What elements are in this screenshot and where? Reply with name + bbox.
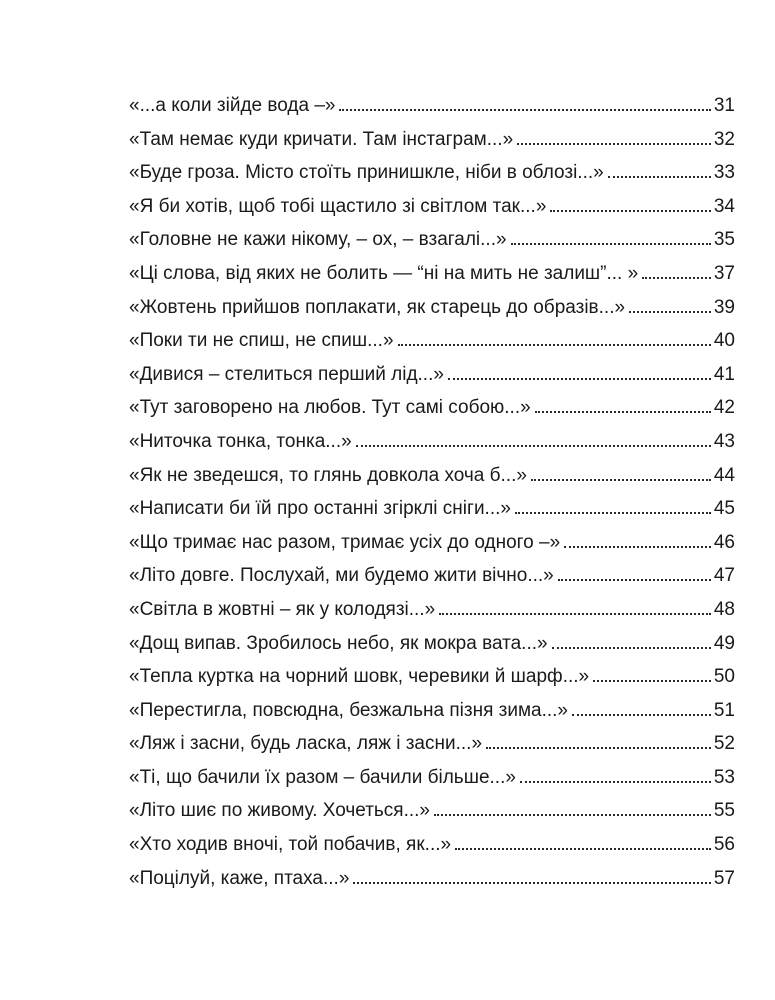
toc-entry-title: «Поцілуй, каже, птаха...»	[129, 867, 350, 889]
dot-leader	[531, 479, 711, 481]
toc-entry-page: 45	[713, 498, 735, 520]
toc-entry-page: 47	[713, 565, 735, 587]
dot-leader	[629, 311, 711, 313]
toc-entry	[129, 761, 735, 795]
dot-leader	[515, 512, 711, 514]
toc-entry	[129, 593, 735, 627]
dot-leader	[439, 613, 711, 615]
toc-entry	[129, 459, 735, 493]
toc-entry-page: 51	[713, 699, 735, 721]
toc-entry-title: «Жовтень прийшов поплакати, як старець до образів...»	[129, 296, 626, 318]
toc-entry-title: «Світла в жовтні – як у колодязі...»	[129, 598, 436, 620]
dot-leader	[517, 143, 711, 145]
toc-entry-page: 42	[713, 397, 735, 419]
table-of-contents	[129, 89, 735, 895]
toc-entry-title: «Літо шиє по живому. Хочеться...»	[129, 800, 430, 822]
toc-entry-title: «Як не зведешся, то глянь довкола хоча б...»	[129, 464, 527, 486]
toc-entry-page: 32	[713, 128, 735, 150]
toc-entry-title: «Ляж і засни, будь ласка, ляж і засни...»	[129, 733, 483, 755]
toc-entry-title: «Тепла куртка на чорний шовк, черевики й шарф...»	[129, 666, 590, 688]
toc-entry-title: «Буде гроза. Місто стоїть принишкле, ніби в облозі...»	[129, 162, 604, 184]
toc-entry-page: 56	[713, 834, 735, 856]
dot-leader	[550, 210, 710, 212]
toc-entry-title: «Поки ти не спиш, не спиш...»	[129, 330, 394, 352]
toc-entry-page: 46	[713, 531, 735, 553]
dot-leader	[339, 109, 710, 111]
toc-entry	[129, 627, 735, 661]
toc-entry-title: «Дощ випав. Зробилось небо, як мокра вата...»	[129, 632, 548, 654]
dot-leader	[564, 546, 711, 548]
toc-entry-title: «Хто ходив вночі, той побачив, як...»	[129, 834, 452, 856]
toc-entry	[129, 156, 735, 190]
dot-leader	[353, 882, 710, 884]
dot-leader	[448, 378, 711, 380]
dot-leader	[434, 814, 711, 816]
toc-entry	[129, 559, 735, 593]
toc-entry-title: «Що тримає нас разом, тримає усіх до одного –»	[129, 531, 561, 553]
dot-leader	[572, 714, 711, 716]
toc-entry	[129, 425, 735, 459]
toc-entry-title: «...а коли зійде вода –»	[129, 95, 336, 116]
toc-entry	[129, 694, 735, 728]
toc-entry-title: «Там немає куди кричати. Там інстаграм...»	[129, 128, 514, 150]
toc-entry-page: 41	[713, 363, 735, 385]
dot-leader	[535, 411, 711, 413]
toc-entry-page: 44	[713, 464, 735, 486]
toc-entry-title: «Літо довге. Послухай, ми будемо жити вічно...»	[129, 565, 554, 587]
toc-entry-page: 37	[713, 262, 735, 284]
dot-leader	[552, 647, 711, 649]
toc-entry-page: 35	[713, 229, 735, 251]
dot-leader	[486, 747, 711, 749]
dot-leader	[558, 579, 711, 581]
dot-leader	[455, 848, 711, 850]
dot-leader	[642, 277, 711, 279]
toc-entry	[129, 223, 735, 257]
toc-entry-title: «Ті, що бачили їх разом – бачили більше...»	[129, 766, 516, 788]
toc-entry-page: 55	[713, 800, 735, 822]
toc-entry-page: 33	[713, 162, 735, 184]
toc-entry	[129, 391, 735, 425]
toc-entry	[129, 190, 735, 224]
toc-entry-title: «Я би хотів, щоб тобі щастило зі світлом так...»	[129, 195, 547, 217]
toc-entry	[129, 727, 735, 761]
toc-entry	[129, 123, 735, 157]
dot-leader	[593, 680, 711, 682]
dot-leader	[398, 344, 711, 346]
toc-entry-page: 39	[713, 296, 735, 318]
toc-entry	[129, 526, 735, 560]
dot-leader	[511, 243, 711, 245]
toc-entry	[129, 324, 735, 358]
toc-entry	[129, 794, 735, 828]
toc-entry-title: «Ці слова, від яких не болить — “ні на мить не залиш”... »	[129, 262, 639, 284]
toc-entry-title: «Дивися – стелиться перший лід...»	[129, 363, 444, 385]
toc-entry-title: «Перестигла, повсюдна, безжальна пізня зима...»	[129, 699, 569, 721]
toc-entry-page: 48	[713, 598, 735, 620]
dot-leader	[520, 781, 711, 783]
toc-entry-title: «Ниточка тонка, тонка...»	[129, 430, 352, 452]
toc-entry-page: 52	[713, 733, 735, 755]
toc-entry-page: 40	[713, 330, 735, 352]
toc-entry-page: 31	[713, 95, 735, 116]
toc-entry	[129, 358, 735, 392]
toc-entry-title: «Тут заговорено на любов. Тут самі собою...»	[129, 397, 531, 419]
toc-entry-page: 43	[713, 430, 735, 452]
toc-entry-page: 50	[713, 666, 735, 688]
toc-entry-page: 53	[713, 766, 735, 788]
toc-entry	[129, 492, 735, 526]
toc-entry	[129, 89, 735, 123]
toc-entry	[129, 291, 735, 325]
toc-entry-title: «Написати би їй про останні згірклі сніги...»	[129, 498, 511, 520]
toc-entry-page: 49	[713, 632, 735, 654]
toc-entry	[129, 257, 735, 291]
toc-entry	[129, 660, 735, 694]
dot-leader	[356, 445, 711, 447]
toc-entry-title: «Головне не кажи нікому, – ох, – взагалі...»	[129, 229, 507, 251]
toc-entry	[129, 828, 735, 862]
dot-leader	[608, 176, 711, 178]
toc-entry	[129, 862, 735, 896]
toc-entry-page: 34	[713, 195, 735, 217]
toc-entry-page: 57	[713, 867, 735, 889]
